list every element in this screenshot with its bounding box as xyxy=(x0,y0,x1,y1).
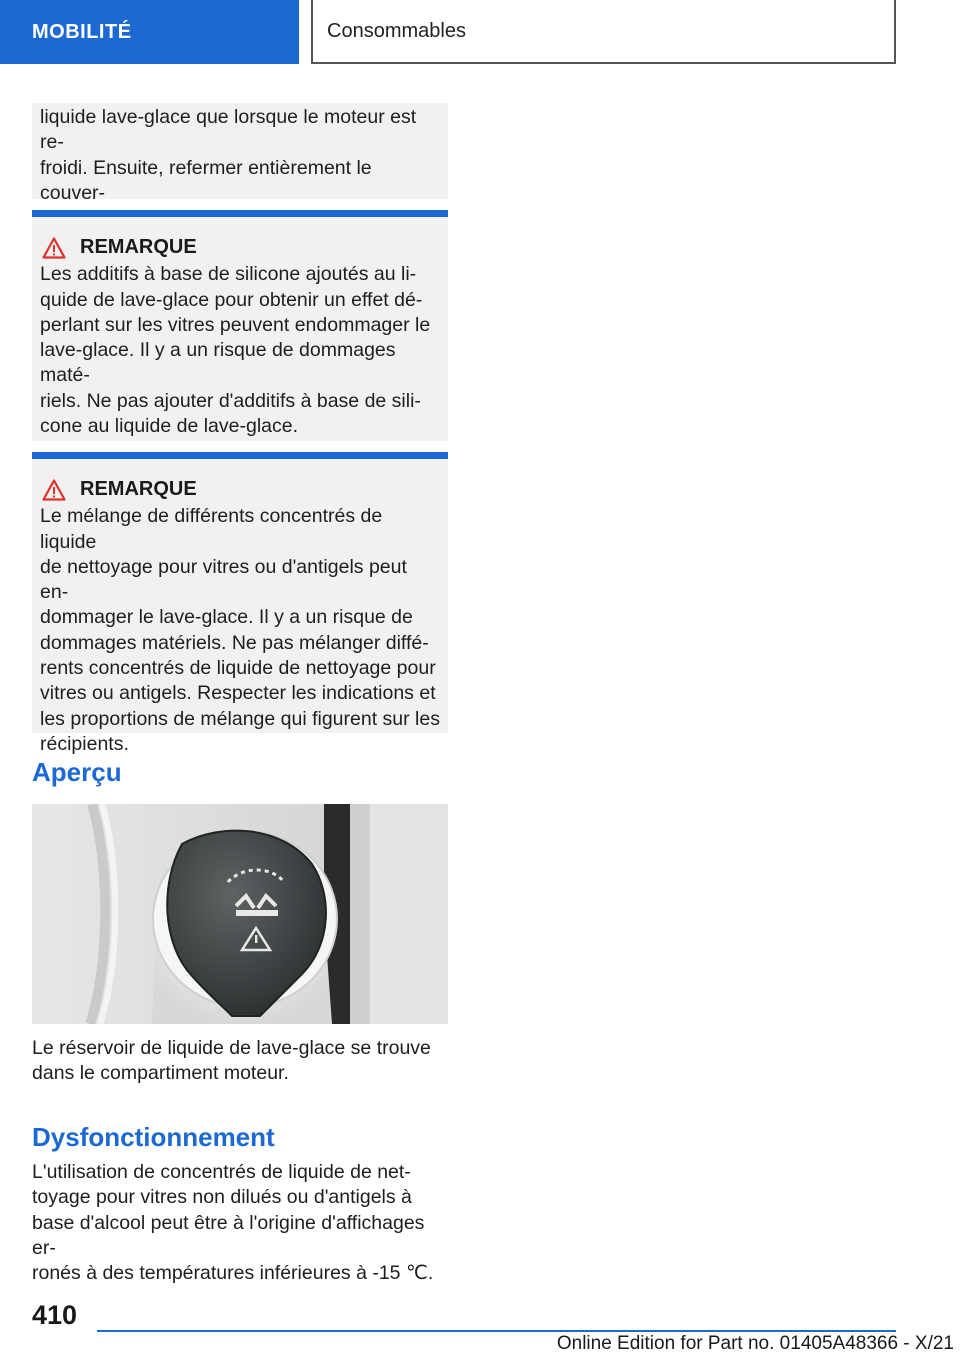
apercu-heading: Aperçu xyxy=(32,757,122,787)
intro-line: froidi. Ensuite, refermer entièrement le couver- xyxy=(40,156,372,204)
footer-rule xyxy=(97,1330,896,1332)
dysfonctionnement-line: base d'alcool peut être à l'origine d'affichages er- xyxy=(32,1211,425,1259)
note-line: dommager le lave-glace. Il y a un risque de xyxy=(40,606,413,629)
note-line: de nettoyage pour vitres ou d'antigels peut en- xyxy=(40,555,407,604)
footer-edition: Online Edition for Part no. 01405A48366 - X/21 xyxy=(556,1333,954,1354)
note-title: REMARQUE xyxy=(80,478,197,500)
dysfonctionnement-text xyxy=(32,1160,452,1286)
note-line: Les additifs à base de silicone ajoutés au li- xyxy=(40,263,417,286)
note-line: les proportions de mélange qui figurent sur les xyxy=(40,707,440,730)
section-label: Consommables xyxy=(327,19,466,42)
intro-box xyxy=(32,103,448,204)
note-line: lave-glace. Il y a un risque de dommages maté- xyxy=(40,339,396,387)
warning-triangle-icon xyxy=(42,237,66,259)
note-line: riels. Ne pas ajouter d'additifs à base de sili- xyxy=(40,389,421,412)
note-line: quide de lave-glace pour obtenir un effet dé- xyxy=(40,288,423,311)
note-line: récipients. xyxy=(40,732,129,755)
intro-line: liquide lave-glace que lorsque le moteur est re- xyxy=(40,106,417,154)
chapter-label: MOBILITÉ xyxy=(32,20,132,43)
note-line: vitres ou antigels. Respecter les indications et xyxy=(40,682,436,705)
dysfonctionnement-heading: Dysfonctionnement xyxy=(32,1122,275,1152)
note-line: dommages matériels. Ne pas mélanger diffé- xyxy=(40,631,429,654)
dysfonctionnement-line: ronés à des températures inférieures à -15 ℃. xyxy=(32,1262,434,1285)
chapter-tab[interactable] xyxy=(0,0,299,64)
apercu-text xyxy=(32,1036,452,1087)
washer-fluid-reservoir-photo xyxy=(32,804,448,1024)
note-line: perlant sur les vitres peuvent endommager le xyxy=(40,313,431,336)
note-heading xyxy=(40,235,440,260)
note-line: rents concentrés de liquide de nettoyage pour xyxy=(40,657,436,680)
section-header xyxy=(311,0,896,64)
apercu-line: Le réservoir de liquide de lave-glace se trouve xyxy=(32,1037,431,1059)
warning-triangle-icon xyxy=(42,479,66,501)
note-title: REMARQUE xyxy=(80,236,197,258)
note-box-silicone xyxy=(32,210,448,441)
apercu-line: dans le compartiment moteur. xyxy=(32,1062,289,1085)
dysfonctionnement-line: L'utilisation de concentrés de liquide de net- xyxy=(32,1161,411,1183)
note-box-mixing xyxy=(32,452,448,755)
note-line: cone au liquide de lave-glace. xyxy=(40,415,299,438)
note-heading xyxy=(40,477,440,502)
dysfonctionnement-line: toyage pour vitres non dilués ou d'antigels à xyxy=(32,1186,412,1209)
note-line: Le mélange de différents concentrés de liquide xyxy=(40,505,383,553)
page-number: 410 xyxy=(32,1300,78,1330)
